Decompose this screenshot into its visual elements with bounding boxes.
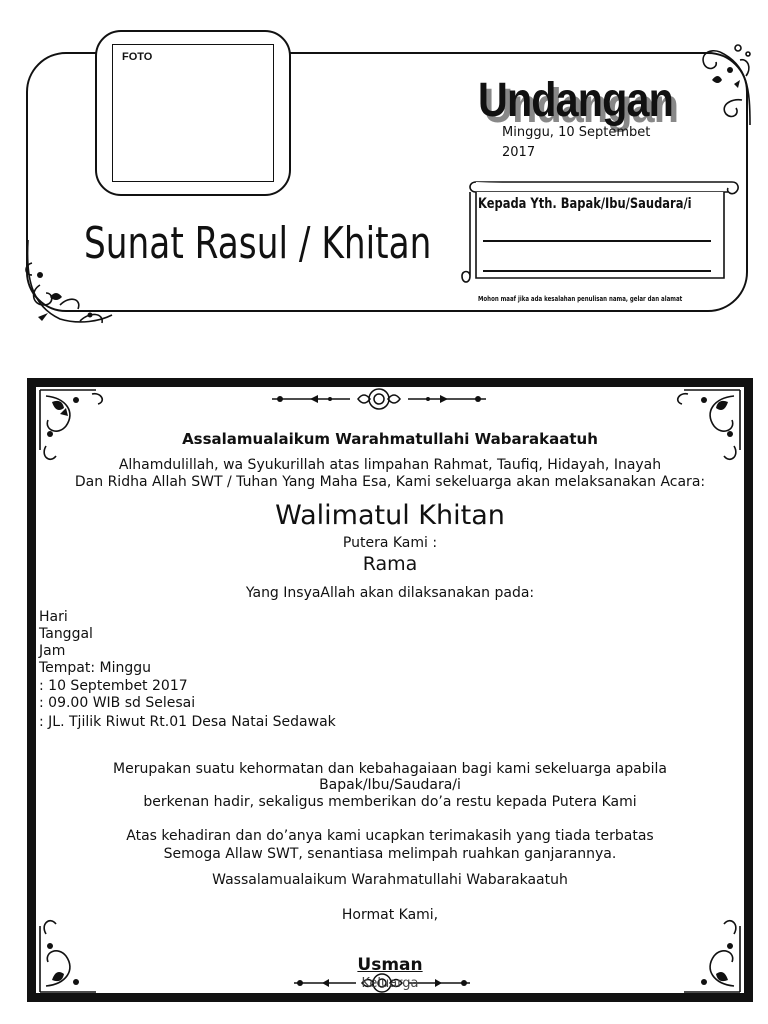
- closing-salam: Wassalamualaikum Warahmatullahi Wabarakaatuh: [212, 872, 568, 888]
- header-divider-ornament: [270, 386, 488, 412]
- signer-name: Usman: [357, 955, 423, 975]
- detail-line: Jam: [39, 643, 66, 659]
- envelope-date: Minggu, 10 Septembet 2017: [502, 125, 651, 160]
- signer-role: Keluarga: [361, 976, 419, 991]
- thanks-line: Atas kehadiran dan do’anya kami ucapkan terimakasih yang tiada terbatas: [126, 828, 654, 844]
- detail-line: Hari: [39, 609, 68, 625]
- address-line: [483, 240, 711, 242]
- greeting: Assalamualaikum Warahmatullahi Wabarakaatuh: [182, 430, 598, 448]
- intro-line: Alhamdulillah, wa Syukurillah atas limpahan Rahmat, Taufiq, Hidayah, Inayah: [118, 457, 662, 473]
- schedule-intro: Yang InsyaAllah akan dilaksanakan pada:: [245, 585, 535, 601]
- detail-line: Tanggal: [39, 626, 93, 642]
- envelope-event-title: Sunat Rasul / Khitan: [84, 218, 432, 269]
- photo-label: FOTO: [122, 51, 153, 63]
- regards: Hormat Kami,: [341, 907, 439, 923]
- corner-ornament-top-right: [690, 40, 756, 130]
- address-label: Kepada Yth. Bapak/Ibu/Saudara/i: [478, 196, 692, 212]
- apology-note: Mohon maaf jika ada kesalahan penulisan nama, gelar dan alamat: [478, 295, 683, 303]
- son-label: Putera Kami :: [342, 535, 438, 551]
- address-line: [483, 270, 711, 272]
- corner-ornament-top-left: [36, 386, 112, 466]
- photo-placeholder: [112, 44, 274, 182]
- corner-ornament-top-right: [664, 386, 744, 466]
- detail-line: : JL. Tjilik Riwut Rt.01 Desa Natai Sedawak: [39, 714, 336, 730]
- intro-line: Dan Ridha Allah SWT / Tuhan Yang Maha Esa, Kami sekeluarga akan melaksanakan Acara:: [74, 474, 706, 490]
- event-name: Walimatul Khitan: [275, 500, 505, 531]
- thanks-line: Semoga Allaw SWT, senantiasa melimpah ruahkan ganjarannya.: [163, 846, 617, 862]
- honor-line: berkenan hadir, sekaligus memberikan do’a restu kepada Putera Kami: [143, 794, 637, 810]
- honor-line: Merupakan suatu kehormatan dan kebahagaiaan bagi kami sekeluarga apabila: [113, 761, 667, 777]
- envelope-title: Undangan: [478, 74, 673, 127]
- detail-line: Tempat: Minggu: [39, 660, 152, 676]
- honor-line: Bapak/Ibu/Saudara/i: [319, 777, 461, 793]
- son-name: Rama: [362, 553, 418, 575]
- detail-line: : 09.00 WIB sd Selesai: [39, 695, 196, 711]
- detail-line: : 10 Septembet 2017: [39, 678, 188, 694]
